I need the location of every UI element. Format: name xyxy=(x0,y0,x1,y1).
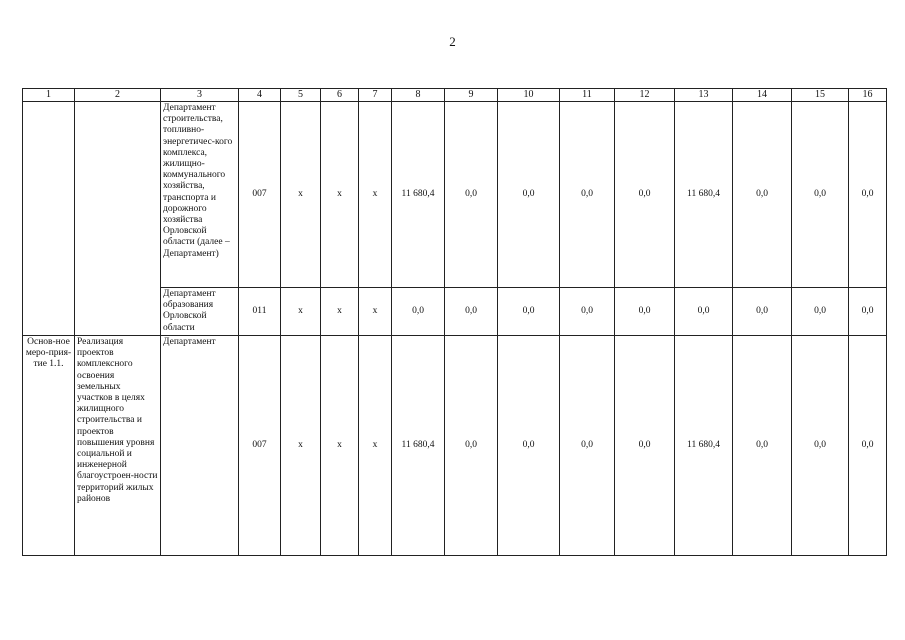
value-cell: 0,0 xyxy=(560,336,615,556)
header-cell: 3 xyxy=(161,89,239,102)
value-cell: 0,0 xyxy=(792,336,849,556)
value-cell: 007 xyxy=(239,102,281,288)
value-cell: x xyxy=(321,102,359,288)
description-cell: Реализация проектов комплексного освоения земельных участков в целях жилищного строительства и проектов повышения уровня социальной и инженерной благоустроен-ности территорий жилых районов xyxy=(75,336,161,556)
budget-table xyxy=(22,88,887,556)
header-cell: 12 xyxy=(615,89,675,102)
header-cell: 4 xyxy=(239,89,281,102)
table-row xyxy=(23,336,887,556)
header-cell: 8 xyxy=(392,89,445,102)
header-cell: 11 xyxy=(560,89,615,102)
value-cell: 0,0 xyxy=(498,288,560,336)
value-cell: x xyxy=(359,336,392,556)
value-cell: 11 680,4 xyxy=(675,336,733,556)
value-cell: x xyxy=(359,102,392,288)
executor-cell: Департамент образования Орловской области xyxy=(161,288,239,336)
header-row xyxy=(23,89,887,102)
value-cell: 0,0 xyxy=(615,336,675,556)
value-cell: x xyxy=(281,102,321,288)
header-cell: 14 xyxy=(733,89,792,102)
value-cell: x xyxy=(359,288,392,336)
header-cell: 7 xyxy=(359,89,392,102)
header-cell: 1 xyxy=(23,89,75,102)
header-cell: 10 xyxy=(498,89,560,102)
value-cell: 0,0 xyxy=(498,102,560,288)
value-cell: 0,0 xyxy=(675,288,733,336)
value-cell: 0,0 xyxy=(560,288,615,336)
header-cell: 16 xyxy=(849,89,887,102)
value-cell: 0,0 xyxy=(733,288,792,336)
header-cell: 15 xyxy=(792,89,849,102)
value-cell: 0,0 xyxy=(733,336,792,556)
description-cell xyxy=(75,102,161,336)
value-cell: 0,0 xyxy=(615,288,675,336)
program-cell xyxy=(23,102,75,336)
value-cell: 0,0 xyxy=(849,102,887,288)
value-cell: 11 680,4 xyxy=(392,102,445,288)
header-cell: 9 xyxy=(445,89,498,102)
page-number: 2 xyxy=(449,34,456,49)
value-cell: 007 xyxy=(239,336,281,556)
executor-cell: Департамент строительства, топливно-энергетичес-кого комплекса, жилищно-коммунального хозяйства, транспорта и дорожного хозяйства Орловской области (далее – Департамент) xyxy=(161,102,239,288)
value-cell: 0,0 xyxy=(392,288,445,336)
value-cell: 0,0 xyxy=(792,102,849,288)
value-cell: x xyxy=(321,336,359,556)
value-cell: 0,0 xyxy=(792,288,849,336)
value-cell: 0,0 xyxy=(445,288,498,336)
value-cell: 0,0 xyxy=(849,288,887,336)
header-cell: 6 xyxy=(321,89,359,102)
program-cell: Основ-ное меро-прия-тие 1.1. xyxy=(23,336,75,556)
value-cell: x xyxy=(281,336,321,556)
value-cell: 0,0 xyxy=(615,102,675,288)
value-cell: 0,0 xyxy=(445,336,498,556)
value-cell: 11 680,4 xyxy=(675,102,733,288)
value-cell: x xyxy=(321,288,359,336)
value-cell: 0,0 xyxy=(445,102,498,288)
header-cell: 5 xyxy=(281,89,321,102)
value-cell: 0,0 xyxy=(498,336,560,556)
value-cell: 0,0 xyxy=(733,102,792,288)
table-row xyxy=(23,102,887,288)
value-cell: 011 xyxy=(239,288,281,336)
executor-cell: Департамент xyxy=(161,336,239,556)
value-cell: 0,0 xyxy=(560,102,615,288)
value-cell: 11 680,4 xyxy=(392,336,445,556)
header-cell: 13 xyxy=(675,89,733,102)
value-cell: x xyxy=(281,288,321,336)
header-cell: 2 xyxy=(75,89,161,102)
value-cell: 0,0 xyxy=(849,336,887,556)
